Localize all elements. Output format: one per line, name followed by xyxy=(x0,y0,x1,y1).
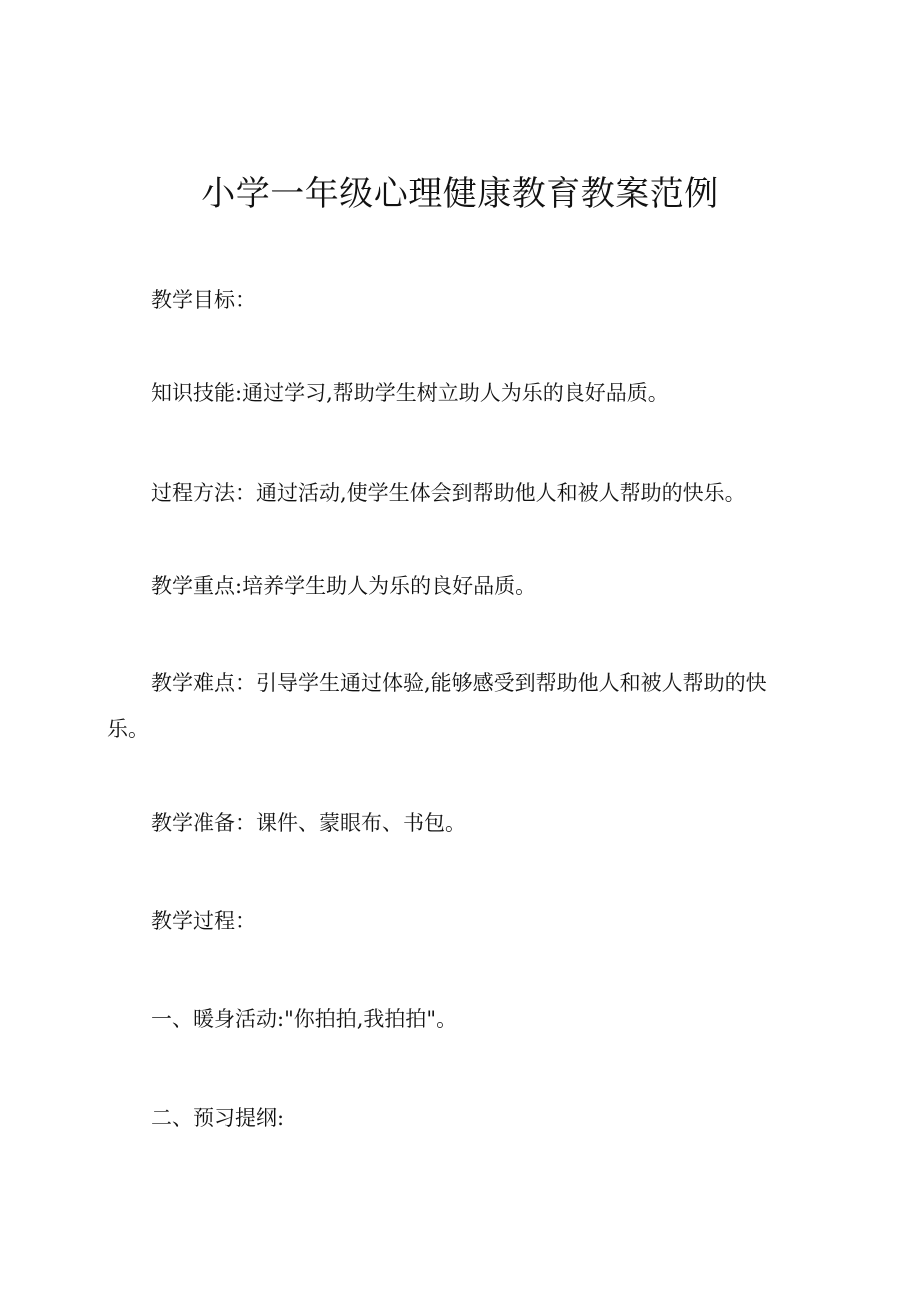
paragraph-difficult-points: 教学难点：引导学生通过体验,能够感受到帮助他人和被人帮助的快乐。 xyxy=(107,671,767,741)
paragraph-teaching-objectives: 教学目标： xyxy=(151,288,256,312)
paragraph-key-points: 教学重点:培养学生助人为乐的良好品质。 xyxy=(151,574,537,598)
paragraph-warmup-activity: 一、暖身活动:"你拍拍,我拍拍"。 xyxy=(151,1007,458,1031)
paragraph-knowledge-skills: 知识技能:通过学习,帮助学生树立助人为乐的良好品质。 xyxy=(151,381,669,405)
paragraph-teaching-process: 教学过程： xyxy=(151,909,256,933)
paragraph-preview-outline: 二、预习提纲: xyxy=(151,1106,285,1130)
paragraph-teaching-preparation: 教学准备：课件、蒙眼布、书包。 xyxy=(151,811,466,835)
page-title: 小学一年级心理健康教育教案范例 xyxy=(201,174,719,214)
paragraph-process-method: 过程方法：通过活动,使学生体会到帮助他人和被人帮助的快乐。 xyxy=(151,481,746,505)
